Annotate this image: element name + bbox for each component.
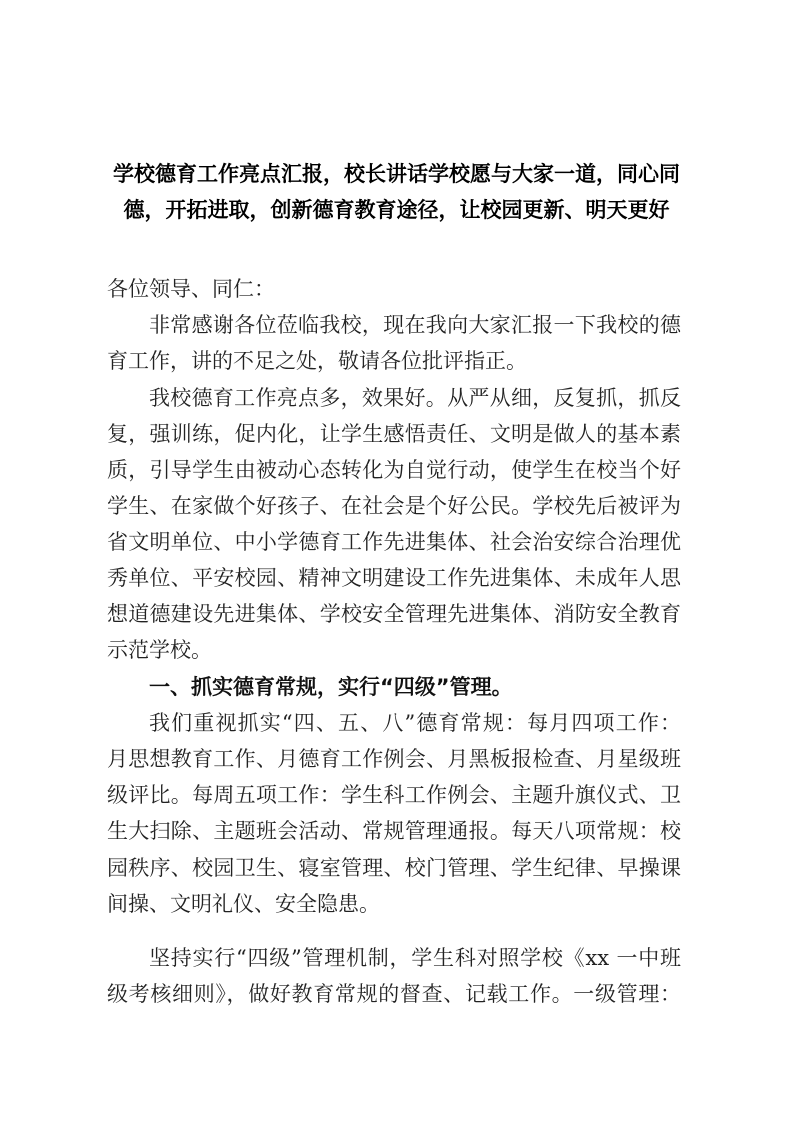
paragraph-2-line-6: 秀单位、平安校园、精神文明建设工作先进集体、未成年人思 [107, 566, 681, 590]
paragraph-3-line-6: 间操、文明礼仪、安全隐患。 [107, 892, 380, 916]
paragraph-3-line-4: 生大扫除、主题班会活动、常规管理通报。每天八项常规：校 [107, 819, 681, 843]
paragraph-3-line-1: 我们重视抓实“四、五、八”德育常规：每月四项工作： [149, 711, 681, 735]
paragraph-3-line-2: 月思想教育工作、月德育工作例会、月黑板报检查、月星级班 [107, 747, 681, 771]
paragraph-2-line-2: 复，强训练，促内化，让学生感悟责任、文明是做人的基本素 [107, 422, 681, 446]
paragraph-4-line-2: 级考核细则》，做好教育常规的督查、记载工作。一级管理： [107, 982, 681, 1006]
paragraph-2-line-5: 省文明单位、中小学德育工作先进集体、社会治安综合治理优 [107, 530, 681, 554]
section-heading-1: 一、抓实德育常规，实行“四级”管理。 [149, 675, 513, 699]
paragraph-3-line-5: 园秩序、校园卫生、寝室管理、校门管理、学生纪律、早操课 [107, 856, 681, 880]
paragraph-2-line-4: 学生、在家做个好孩子、在社会是个好公民。学校先后被评为 [107, 494, 681, 518]
paragraph-3-line-3: 级评比。每周五项工作：学生科工作例会、主题升旗仪式、卫 [107, 783, 681, 807]
paragraph-2-line-8: 示范学校。 [107, 638, 212, 662]
paragraph-1-line-2: 育工作，讲的不足之处，敬请各位批评指正。 [107, 349, 527, 373]
paragraph-4-line-1: 坚持实行“四级”管理机制，学生科对照学校《xx 一中班 [149, 946, 681, 970]
paragraph-2-line-3: 质，引导学生由被动心态转化为自觉行动，使学生在校当个好 [107, 458, 681, 482]
paragraph-2-line-1: 我校德育工作亮点多，效果好。从严从细，反复抓，抓反 [149, 386, 681, 410]
paragraph-2-line-7: 想道德建设先进集体、学校安全管理先进集体、消防安全教育 [107, 602, 681, 626]
document-title-line-2: 德，开拓进取，创新德育教育途径，让校园更新、明天更好 [123, 198, 670, 222]
paragraph-1-line-1: 非常感谢各位莅临我校，现在我向大家汇报一下我校的德 [149, 313, 681, 337]
salutation: 各位领导、同仁： [107, 277, 275, 301]
document-title-line-1: 学校德育工作亮点汇报，校长讲话学校愿与大家一道，同心同 [113, 162, 680, 186]
